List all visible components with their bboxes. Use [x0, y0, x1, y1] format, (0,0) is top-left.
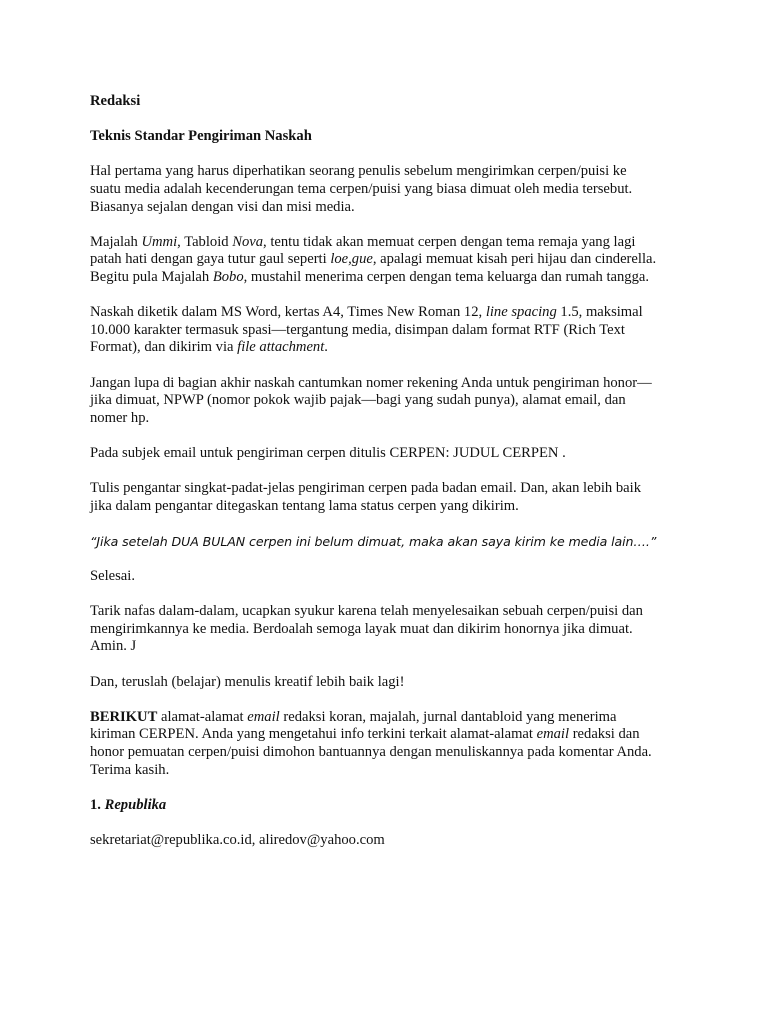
document-title: Teknis Standar Pengiriman Naskah	[90, 128, 312, 145]
text-line: Terima kasih.	[90, 761, 170, 778]
document-heading: Redaksi	[90, 93, 141, 109]
paragraph-addresses-intro	[90, 709, 690, 779]
text-line: nomer hp.	[90, 409, 150, 426]
paragraph-intro	[90, 163, 690, 216]
text-line: Naskah diketik dalam MS Word, kertas A4, Times New Roman 12, line spacing 1.5, maksimal	[90, 304, 643, 321]
paragraph-format	[90, 304, 690, 357]
paragraph-bank-account	[90, 375, 690, 428]
text-line: Tulis pengantar singkat-padat-jelas pengiriman cerpen pada badan email. Dan, akan lebih baik	[90, 480, 641, 497]
document-body	[90, 93, 690, 867]
paragraph-done: Selesai.	[90, 568, 135, 585]
text-line: 10.000 karakter termasuk spasi—tergantung media, disimpan dalam format RTF (Rich Text	[90, 321, 625, 338]
text-line: Amin. J	[90, 638, 137, 655]
text-line: Majalah Ummi, Tabloid Nova, tentu tidak akan memuat cerpen dengan tema remaja yang lagi	[90, 233, 636, 250]
text-line: Begitu pula Majalah Bobo, mustahil menerima cerpen dengan tema keluarga dan rumah tangga.	[90, 268, 649, 285]
text-line: patah hati dengan gaya tutur gaul seperti loe,gue, apalagi memuat kisah peri hijau dan cinderella.	[90, 251, 657, 268]
list-item-heading: 1. Republika	[90, 796, 167, 813]
paragraph-gratitude	[90, 603, 690, 656]
text-line: Jangan lupa di bagian akhir naskah cantumkan nomer rekening Anda untuk pengiriman honor—	[90, 374, 652, 391]
text-line: Format), dan dikirim via file attachment.	[90, 339, 328, 356]
text-line: jika dimuat, NPWP (nomor pokok wajib pajak—bagi yang sudah punya), alamat email, dan	[90, 392, 626, 409]
text-line: BERIKUT alamat-alamat email redaksi koran, majalah, jurnal dantabloid yang menerima	[90, 708, 617, 725]
paragraph-email-subject: Pada subjek email untuk pengiriman cerpen ditulis CERPEN: JUDUL CERPEN .	[90, 444, 566, 461]
quote-text: “Jika setelah DUA BULAN cerpen ini belum dimuat, maka akan saya kirim ke media lain….”	[90, 533, 657, 549]
text-line: Tarik nafas dalam-dalam, ucapkan syukur karena telah menyelesaikan sebuah cerpen/puisi dan	[90, 603, 643, 620]
text-line: honor pemuatan cerpen/puisi dimohon bantuannya dengan menuliskannya pada komentar Anda.	[90, 743, 652, 760]
text-line: jika dalam pengantar ditegaskan tentang lama status cerpen yang dikirim.	[90, 497, 519, 514]
list-item-emails: sekretariat@republika.co.id, aliredov@yahoo.com	[90, 831, 385, 848]
text-line: Biasanya sejalan dengan visi dan misi media.	[90, 198, 355, 215]
paragraph-cover-letter	[90, 480, 690, 515]
paragraph-keep-writing: Dan, teruslah (belajar) menulis kreatif lebih baik lagi!	[90, 673, 405, 690]
text-line: Hal pertama yang harus diperhatikan seorang penulis sebelum mengirimkan cerpen/puisi ke	[90, 163, 627, 180]
text-line: suatu media adalah kecenderungan tema cerpen/puisi yang biasa dimuat oleh media tersebut.	[90, 180, 633, 197]
paragraph-magazine-examples	[90, 234, 690, 287]
text-line: mengirimkannya ke media. Berdoalah semoga layak muat dan dikirim honornya jika dimuat.	[90, 620, 633, 637]
text-line: kiriman CERPEN. Anda yang mengetahui info terkini terkait alamat-alamat email redaksi dan	[90, 726, 640, 743]
